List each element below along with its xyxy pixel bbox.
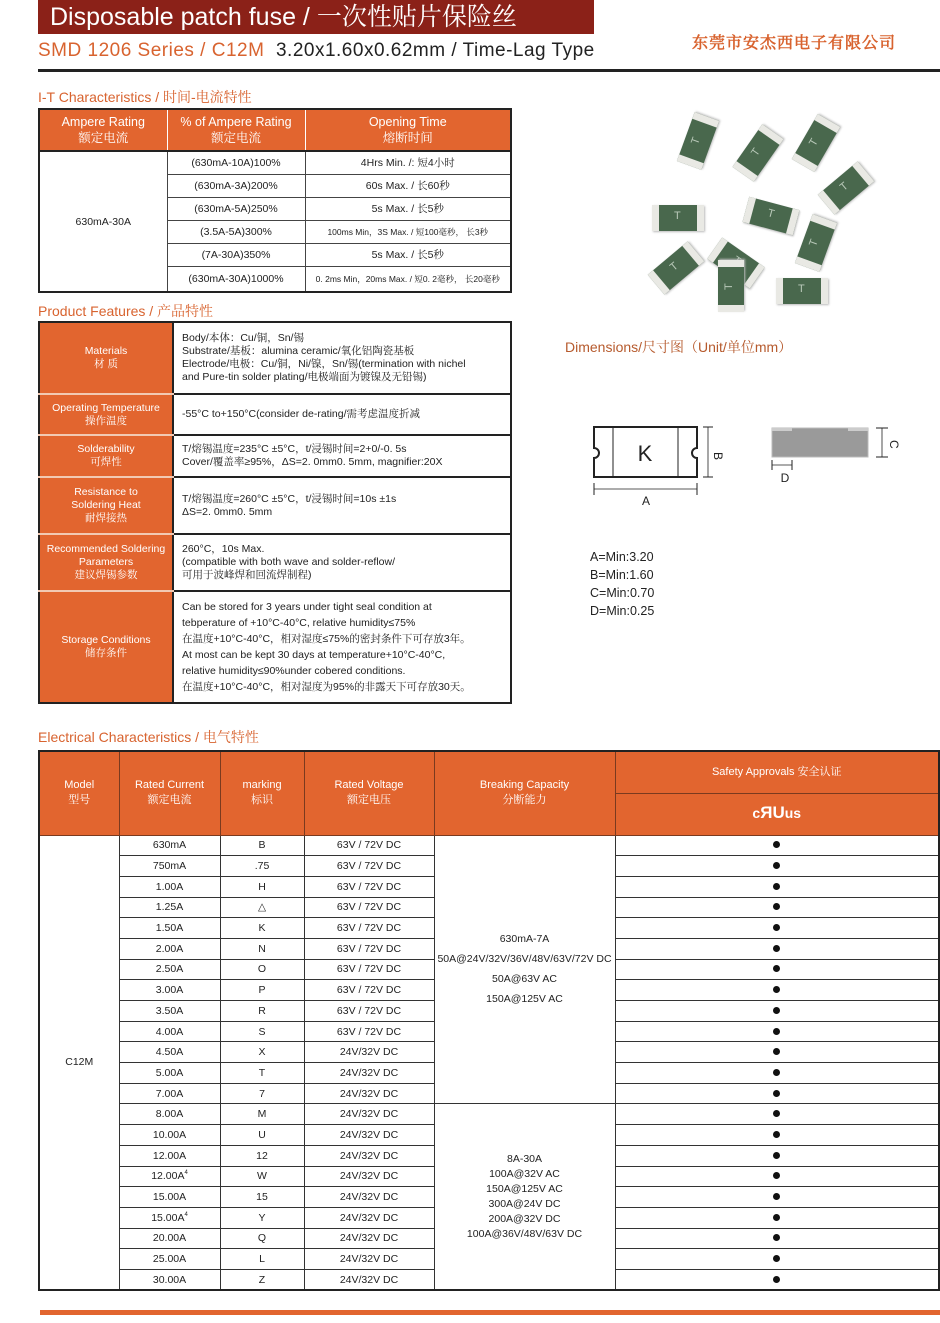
approved-dot-icon — [773, 965, 780, 972]
rated-voltage-cell: 63V / 72V DC — [304, 1021, 434, 1042]
fuse-chip-image — [648, 241, 705, 294]
breaking-capacity-group-1: 630mA-7A 50A@24V/32V/36V/48V/63V/72V DC 50A@63V AC 150A@125V AC — [434, 835, 615, 1104]
approval-cell — [615, 1001, 939, 1022]
fuse-chip-image — [718, 260, 744, 312]
header-marking: marking 标识 — [220, 751, 304, 835]
percent-cell: (7A-30A)350% — [167, 243, 305, 266]
dimension-label-c: C — [887, 440, 901, 449]
rated-voltage-cell: 24V/32V DC — [304, 1228, 434, 1249]
fuse-chip-image — [677, 112, 719, 170]
approval-cell — [615, 918, 939, 939]
time-cell: 5s Max. / 长5秒 — [305, 197, 511, 220]
marking-cell: R — [220, 1001, 304, 1022]
ampere-rating-cell: 630mA-30A — [39, 151, 167, 292]
table-row — [39, 322, 511, 394]
marking-cell: H — [220, 876, 304, 897]
marking-cell: Q — [220, 1228, 304, 1249]
rated-current-cell: 15.00A — [119, 1187, 220, 1208]
header-divider — [38, 69, 940, 72]
marking-cell: K — [220, 918, 304, 939]
rated-current-cell: 5.00A — [119, 1063, 220, 1084]
series-name: SMD 1206 Series / C12M — [38, 40, 265, 61]
approved-dot-icon — [773, 945, 780, 952]
cul-us-mark — [615, 793, 939, 835]
dimension-label-a: A — [641, 494, 651, 508]
it-characteristics-table — [38, 108, 512, 293]
rated-voltage-cell: 24V/32V DC — [304, 1104, 434, 1125]
rated-voltage-cell: 24V/32V DC — [304, 1063, 434, 1084]
rated-current-cell: $12.00A^4$ — [119, 1166, 220, 1187]
feature-value: T/熔锡温度=260°C ±5°C，t/浸锡时间=10s ±1s ΔS=2. 0mm0. 5mm — [173, 477, 511, 534]
fuse-chip-image — [732, 124, 783, 182]
dimension-label-d: D — [780, 471, 790, 485]
page-title: Disposable patch fuse / 一次性贴片保险丝 — [38, 0, 594, 34]
marking-cell: X — [220, 1042, 304, 1063]
rated-current-cell: 2.00A — [119, 938, 220, 959]
it-header-ampere: Ampere Rating 额定电流 — [39, 109, 167, 151]
approved-dot-icon — [773, 986, 780, 993]
approved-dot-icon — [773, 841, 780, 848]
rated-current-cell: 10.00A — [119, 1125, 220, 1146]
fuse-chip-image — [652, 205, 704, 231]
rated-voltage-cell: 24V/32V DC — [304, 1125, 434, 1146]
marking-cell: Y — [220, 1207, 304, 1228]
feature-value: -55°C to+150°C(consider de-rating/需考虑温度折减 — [173, 394, 511, 435]
time-cell: 5s Max. / 长5秒 — [305, 243, 511, 266]
rated-current-cell: 25.00A — [119, 1249, 220, 1270]
feature-label: Resistance to Soldering Heat 耐焊接热 — [39, 477, 173, 534]
rated-current-cell: 4.00A — [119, 1021, 220, 1042]
rated-current-cell: 1.50A — [119, 918, 220, 939]
marking-cell: O — [220, 959, 304, 980]
rated-voltage-cell: 24V/32V DC — [304, 1166, 434, 1187]
rated-current-cell: 1.00A — [119, 876, 220, 897]
fuse-chip-image — [743, 197, 800, 236]
feature-value: Can be stored for 3 years under tight seal condition at tebperature of +10°C-40°C, relative humidity≤75% 在温度+10°C-40°C，相对湿度≤75%的密封条件下可存放3年。 At most can be kept 30 days at temperature+10°C-40°C, relative humidity≤90%under cobered conditions. 在温度+10°C-40°C，相对湿度为95%的非露天下可存放30天。 — [182, 601, 471, 693]
approved-dot-icon — [773, 1028, 780, 1035]
approval-cell — [615, 876, 939, 897]
approval-cell — [615, 1166, 939, 1187]
time-cell: 100ms Min，3S Max. / 短100毫秒， 长3秒 — [305, 220, 511, 243]
rated-voltage-cell: 24V/32V DC — [304, 1042, 434, 1063]
rated-current-cell: 8.00A — [119, 1104, 220, 1125]
feature-value: 260°C，10s Max. (compatible with both wave and solder-reflow/ 可用于波峰焊和回流焊制程) — [173, 534, 511, 591]
header-model: Model 型号 — [39, 751, 119, 835]
it-header-opening-time: Opening Time 熔断时间 — [305, 109, 511, 151]
approved-dot-icon — [773, 1069, 780, 1076]
approved-dot-icon — [773, 924, 780, 931]
approval-cell — [615, 959, 939, 980]
approved-dot-icon — [773, 862, 780, 869]
feature-label: Recommended Soldering Parameters 建议焊锡参数 — [39, 534, 173, 591]
approved-dot-icon — [773, 1152, 780, 1159]
fuse-chip-image — [795, 214, 837, 272]
rated-current-cell: 2.50A — [119, 959, 220, 980]
approved-dot-icon — [773, 1214, 780, 1221]
feature-value: T/熔锡温度=235°C ±5°C，t/浸锡时间=2+0/-0. 5s Cover/覆盖率≥95%，ΔS=2. 0mm0. 5mm, magnifier:20X — [173, 435, 511, 477]
approval-cell — [615, 1021, 939, 1042]
marking-cell: L — [220, 1249, 304, 1270]
marking-cell: B — [220, 835, 304, 856]
table-row — [39, 835, 939, 856]
fuse-chip-image — [776, 278, 828, 304]
company-name: 东莞市安杰西电子有限公司 — [692, 33, 897, 52]
product-photo — [650, 110, 870, 305]
time-cell: 4Hrs Min. /: 短4小时 — [305, 151, 511, 174]
feature-label: Storage Conditions 储存条件 — [39, 591, 173, 703]
table-row — [39, 151, 511, 174]
marking-cell: △ — [220, 897, 304, 918]
header-rated-current: Rated Current 额定电流 — [119, 751, 220, 835]
approved-dot-icon — [773, 1276, 780, 1283]
marking-cell: N — [220, 938, 304, 959]
series-subtitle — [38, 40, 595, 62]
marking-cell: S — [220, 1021, 304, 1042]
ec-header-row — [39, 751, 939, 793]
rated-current-cell: $15.00A^4$ — [119, 1207, 220, 1228]
marking-cell: Z — [220, 1269, 304, 1290]
table-row — [39, 477, 511, 534]
header-safety-approvals: Safety Approvals 安全认证 — [615, 751, 939, 793]
approval-cell — [615, 897, 939, 918]
it-section-title: I-T Characteristics / 时间-电流特性 — [38, 89, 252, 105]
rated-voltage-cell: 63V / 72V DC — [304, 876, 434, 897]
it-header-row — [39, 109, 511, 151]
marking-cell: 12 — [220, 1145, 304, 1166]
table-row — [39, 435, 511, 477]
series-spec: 3.20x1.60x0.62mm / Time-Lag Type — [275, 40, 595, 61]
ul-certification-icon: cЯUus — [752, 803, 802, 822]
rated-current-cell: 630mA — [119, 835, 220, 856]
rated-voltage-cell: 63V / 72V DC — [304, 897, 434, 918]
approved-dot-icon — [773, 1090, 780, 1097]
approval-cell — [615, 1083, 939, 1104]
rated-current-cell: 4.50A — [119, 1042, 220, 1063]
rated-voltage-cell: 24V/32V DC — [304, 1269, 434, 1290]
approval-cell — [615, 856, 939, 877]
rated-voltage-cell: 24V/32V DC — [304, 1145, 434, 1166]
rated-voltage-cell: 24V/32V DC — [304, 1249, 434, 1270]
marking-cell: T — [220, 1063, 304, 1084]
marking-cell: P — [220, 980, 304, 1001]
approved-dot-icon — [773, 1255, 780, 1262]
percent-cell: (630mA-30A)1000% — [167, 266, 305, 292]
approved-dot-icon — [773, 1234, 780, 1241]
table-row — [39, 394, 511, 435]
approval-cell — [615, 1042, 939, 1063]
approval-cell — [615, 1104, 939, 1125]
approved-dot-icon — [773, 1131, 780, 1138]
marking-cell: .75 — [220, 856, 304, 877]
marking-letter: K — [637, 441, 653, 466]
marking-cell: M — [220, 1104, 304, 1125]
table-row — [39, 534, 511, 591]
it-header-percent: % of Ampere Rating 额定电流 — [167, 109, 305, 151]
header-breaking-capacity: Breaking Capacity 分断能力 — [434, 751, 615, 835]
fuse-chip-image — [792, 114, 841, 172]
approved-dot-icon — [773, 1110, 780, 1117]
rated-voltage-cell: 24V/32V DC — [304, 1207, 434, 1228]
rated-voltage-cell: 63V / 72V DC — [304, 1001, 434, 1022]
approved-dot-icon — [773, 883, 780, 890]
rated-current-cell: 750mA — [119, 856, 220, 877]
model-cell: C12M — [39, 835, 119, 1290]
approved-dot-icon — [773, 1193, 780, 1200]
marking-cell: 15 — [220, 1187, 304, 1208]
approval-cell — [615, 1269, 939, 1290]
dimension-values: A=Min:3.20 B=Min:1.60 C=Min:0.70 D=Min:0.25 — [590, 550, 655, 618]
percent-cell: (630mA-10A)100% — [167, 151, 305, 174]
percent-cell: (3.5A-5A)300% — [167, 220, 305, 243]
rated-voltage-cell: 24V/32V DC — [304, 1187, 434, 1208]
time-cell: 0. 2ms Min，20ms Max. / 短0. 2毫秒， 长20毫秒 — [305, 266, 511, 292]
rated-current-cell: 30.00A — [119, 1269, 220, 1290]
rated-voltage-cell: 63V / 72V DC — [304, 918, 434, 939]
approval-cell — [615, 1249, 939, 1270]
approval-cell — [615, 1125, 939, 1146]
approval-cell — [615, 1228, 939, 1249]
rated-voltage-cell: 63V / 72V DC — [304, 856, 434, 877]
approval-cell — [615, 1187, 939, 1208]
rated-voltage-cell: 24V/32V DC — [304, 1083, 434, 1104]
feature-label: Materials 材 质 — [39, 322, 173, 394]
breaking-capacity-group-2: 8A-30A 100A@32V AC 150A@125V AC 300A@24V DC 200A@32V DC 100A@36V/48V/63V DC — [434, 1104, 615, 1290]
rated-current-cell: 3.50A — [119, 1001, 220, 1022]
top-view-diagram — [590, 420, 730, 510]
rated-current-cell: 1.25A — [119, 897, 220, 918]
rated-voltage-cell: 63V / 72V DC — [304, 835, 434, 856]
approval-cell — [615, 938, 939, 959]
approved-dot-icon — [773, 903, 780, 910]
percent-cell: (630mA-5A)250% — [167, 197, 305, 220]
table-row — [39, 591, 511, 703]
header-rated-voltage: Rated Voltage 额定电压 — [304, 751, 434, 835]
marking-cell: W — [220, 1166, 304, 1187]
rated-voltage-cell: 63V / 72V DC — [304, 980, 434, 1001]
features-section-title: Product Features / 产品特性 — [38, 303, 214, 319]
approval-cell — [615, 835, 939, 856]
rated-voltage-cell: 63V / 72V DC — [304, 959, 434, 980]
approval-cell — [615, 1145, 939, 1166]
feature-label: Solderability 可焊性 — [39, 435, 173, 477]
time-cell: 60s Max. / 长60秒 — [305, 174, 511, 197]
rated-current-cell: 3.00A — [119, 980, 220, 1001]
approval-cell — [615, 1063, 939, 1084]
approval-cell — [615, 1207, 939, 1228]
rated-voltage-cell: 63V / 72V DC — [304, 938, 434, 959]
approved-dot-icon — [773, 1007, 780, 1014]
feature-label: Operating Temperature 操作温度 — [39, 394, 173, 435]
approved-dot-icon — [773, 1048, 780, 1055]
marking-cell: U — [220, 1125, 304, 1146]
approved-dot-icon — [773, 1172, 780, 1179]
dimensions-title: Dimensions/尺寸图（Unit/单位mm） — [565, 339, 793, 355]
approval-cell — [615, 980, 939, 1001]
footer-divider — [40, 1310, 940, 1315]
side-view-diagram — [770, 420, 910, 490]
marking-cell: 7 — [220, 1083, 304, 1104]
product-features-table — [38, 321, 512, 704]
table-row — [39, 1104, 939, 1125]
rated-current-cell: 12.00A — [119, 1145, 220, 1166]
feature-value: Body/本体：Cu/铜，Sn/锡 Substrate/基板：alumina ceramic/氧化铝陶瓷基板 Electrode/电极：Cu/铜，Ni/镍，Sn/锡(termination with nichel and Pure-tin solder plating/电极端面为镀镍及无铅锡) — [173, 322, 511, 394]
dimension-label-b: B — [711, 452, 725, 461]
rated-current-cell: 7.00A — [119, 1083, 220, 1104]
electrical-section-title: Electrical Characteristics / 电气特性 — [38, 729, 259, 745]
electrical-table — [38, 750, 940, 1291]
fuse-chip-image — [818, 161, 875, 214]
percent-cell: (630mA-3A)200% — [167, 174, 305, 197]
rated-current-cell: 20.00A — [119, 1228, 220, 1249]
